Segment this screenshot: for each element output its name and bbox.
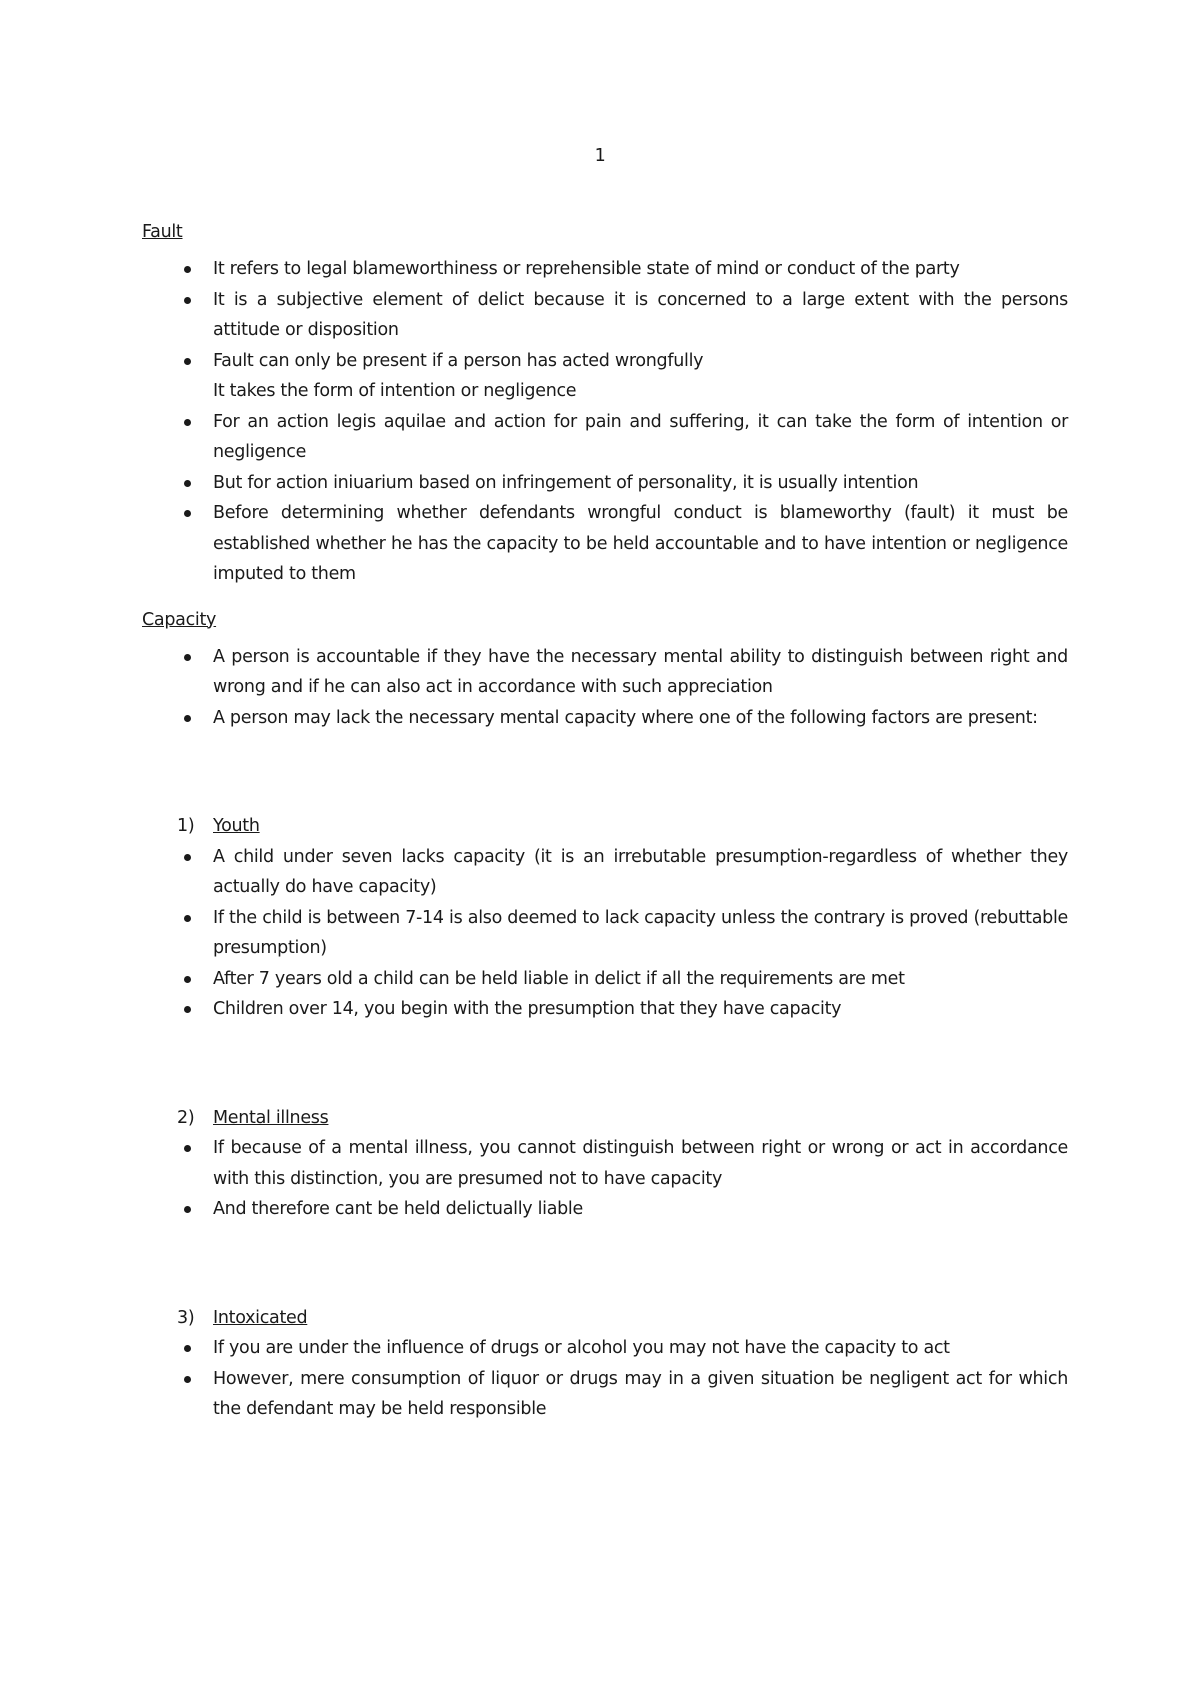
bullet-continuation-text: It takes the form of intention or negligence [213, 381, 577, 401]
page-number-text: 1 [594, 146, 606, 166]
bullet-text: It refers to legal blameworthiness or reprehensible state of mind or conduct of the party [213, 259, 960, 279]
list-item [142, 498, 1068, 590]
bullet-text: A person is accountable if they have the necessary mental ability to distinguish between right and wrong and if he can also act in accordance with such appreciation [213, 646, 1068, 697]
list-item [142, 346, 1068, 407]
list-item [142, 642, 1068, 703]
list-item [142, 964, 1068, 995]
numbered-heading-mental-illness [142, 1103, 1068, 1134]
bullet-icon [184, 1206, 191, 1213]
list-item [142, 285, 1068, 346]
section-title: Mental illness [213, 1107, 329, 1128]
bullet-text: A person may lack the necessary mental capacity where one of the following factors are present: [213, 707, 1038, 728]
spacer [142, 733, 1068, 811]
bullet-icon [184, 419, 191, 426]
bullet-text: If because of a mental illness, you cannot distinguish between right or wrong or act in accordance with this distinction, you are presumed not to have capacity [213, 1138, 1068, 1189]
bullet-icon [184, 715, 191, 722]
list-item [142, 1364, 1068, 1425]
bullet-text: For an action legis aquilae and action for pain and suffering, it can take the form of intention or negligence [213, 411, 1068, 462]
bullet-icon [184, 1145, 191, 1152]
bullet-icon [184, 266, 191, 273]
intoxicated-bullet-list [142, 1333, 1068, 1425]
capacity-bullet-list [142, 642, 1068, 734]
bullet-icon [184, 1345, 191, 1352]
bullet-text: And therefore cant be held delictually liable [213, 1199, 583, 1219]
bullet-text: However, mere consumption of liquor or drugs may in a given situation be negligent act for which the defendant may be held responsible [213, 1368, 1068, 1419]
bullet-text: If you are under the influence of drugs or alcohol you may not have the capacity to act [213, 1338, 950, 1358]
bullet-icon [184, 1006, 191, 1013]
page-number [0, 146, 1200, 166]
bullet-icon [184, 654, 191, 661]
section-title: Youth [213, 816, 260, 836]
spacer [142, 1225, 1068, 1303]
bullet-icon [184, 297, 191, 304]
list-item [142, 842, 1068, 903]
youth-bullet-list [142, 842, 1068, 1025]
bullet-text: If the child is between 7-14 is also deemed to lack capacity unless the contrary is proved (rebuttable presumption) [213, 907, 1068, 958]
list-item [142, 703, 1068, 734]
bullet-icon [184, 358, 191, 365]
bullet-text: A child under seven lacks capacity (it is an irrebutable presumption-regardless of whether they actually do have capacity) [213, 846, 1068, 897]
section-title: Intoxicated [213, 1307, 308, 1328]
list-item [142, 1133, 1068, 1194]
bullet-icon [184, 480, 191, 487]
list-item [142, 468, 1068, 499]
fault-bullet-list [142, 254, 1068, 590]
spacer [142, 1025, 1068, 1103]
document-body [142, 216, 1068, 1425]
bullet-icon [184, 1376, 191, 1383]
heading-capacity: Capacity [142, 609, 217, 630]
bullet-text: But for action iniuarium based on infringement of personality, it is usually intention [213, 472, 919, 493]
list-item [142, 903, 1068, 964]
list-item [142, 407, 1068, 468]
bullet-text: Children over 14, you begin with the presumption that they have capacity [213, 999, 842, 1019]
numbered-heading-intoxicated [142, 1303, 1068, 1334]
bullet-icon [184, 854, 191, 861]
bullet-icon [184, 915, 191, 922]
list-item [142, 1333, 1068, 1364]
list-number: 3) [177, 1307, 195, 1328]
list-item [142, 1194, 1068, 1225]
bullet-text: Fault can only be present if a person has acted wrongfully [213, 350, 704, 371]
list-item [142, 994, 1068, 1025]
bullet-text: After 7 years old a child can be held liable in delict if all the requirements are met [213, 968, 905, 989]
bullet-text: Before determining whether defendants wrongful conduct is blameworthy (fault) it must be established whether he has the capacity to be held accountable and to have intention or negligence imputed to them [213, 503, 1068, 584]
list-number: 1) [177, 816, 195, 836]
bullet-text: It is a subjective element of delict because it is concerned to a large extent with the persons attitude or disposition [213, 289, 1068, 340]
list-number: 2) [177, 1107, 195, 1128]
bullet-icon [184, 510, 191, 517]
spacer [142, 590, 1068, 604]
bullet-icon [184, 976, 191, 983]
mental-illness-bullet-list [142, 1133, 1068, 1225]
list-item [142, 254, 1068, 285]
numbered-heading-youth [142, 811, 1068, 842]
heading-fault: Fault [142, 222, 183, 242]
